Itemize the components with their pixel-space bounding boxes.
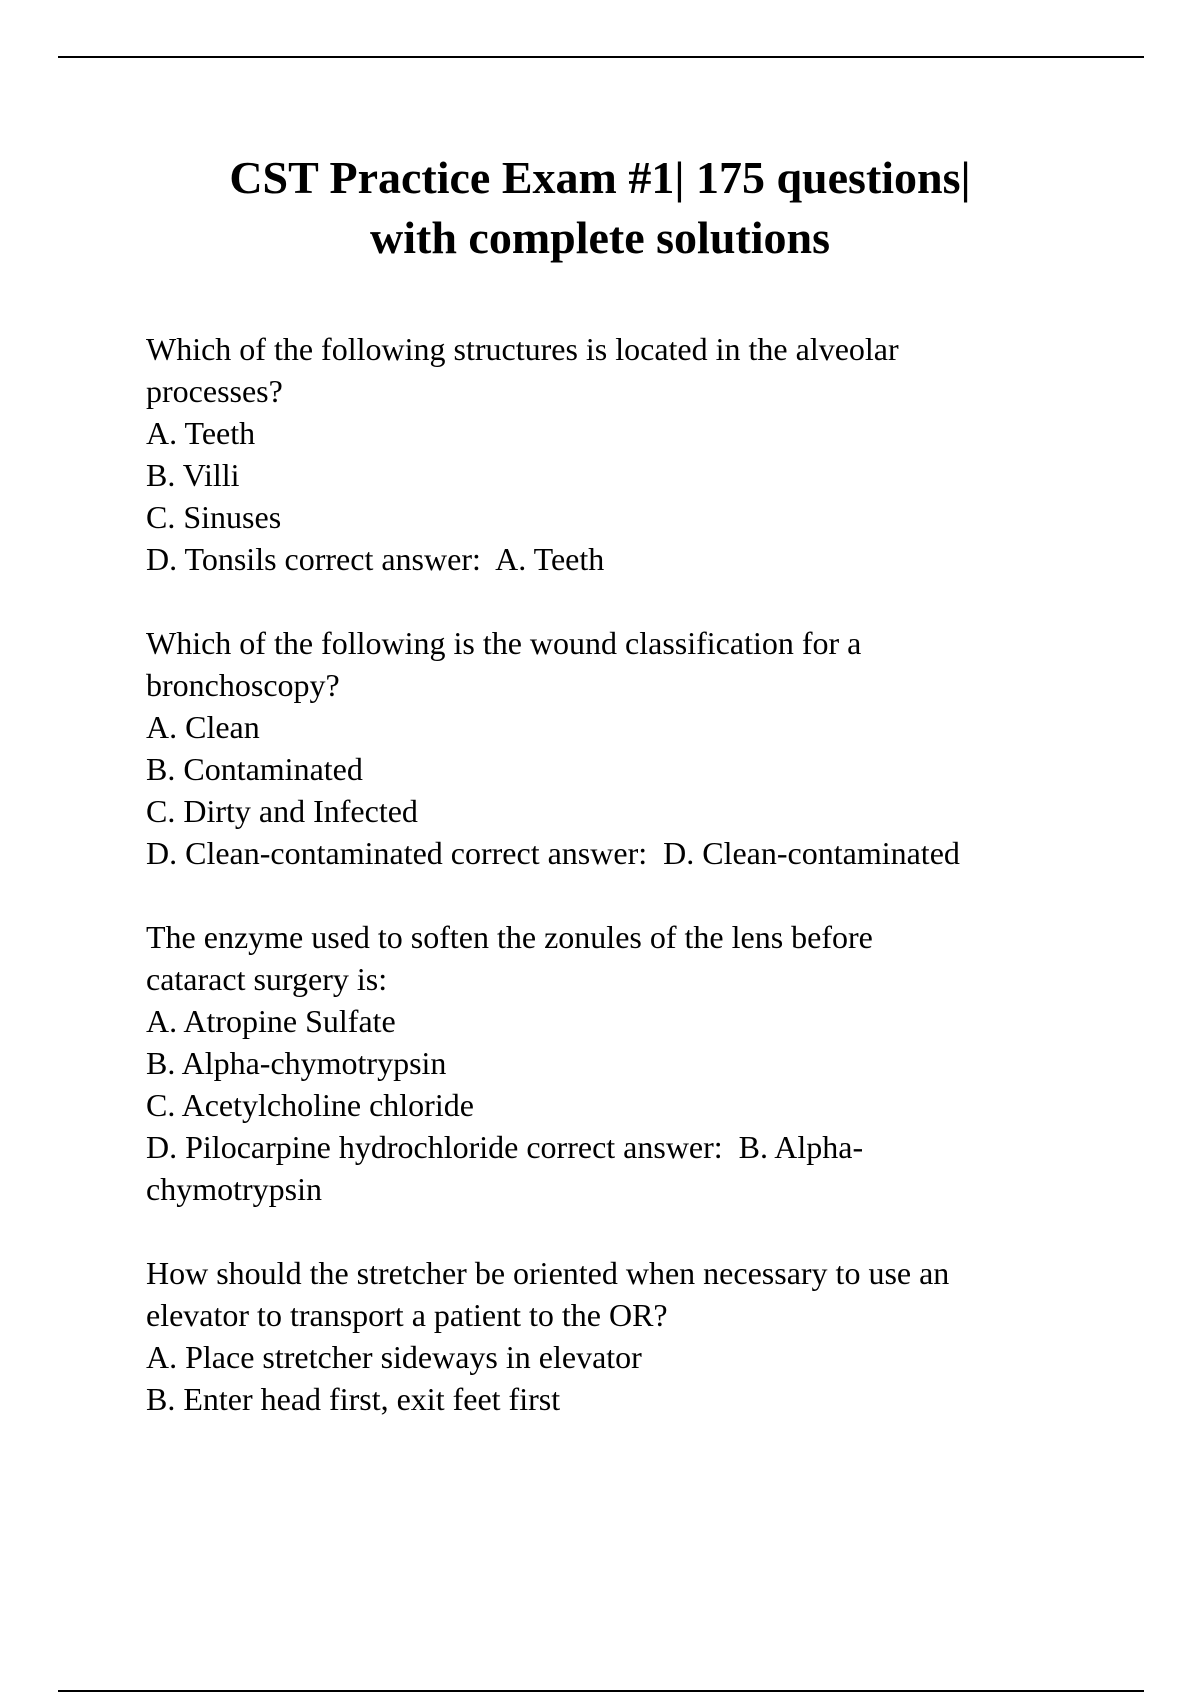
- question-4: [146, 1252, 1156, 1420]
- question-stem-line: The enzyme used to soften the zonules of the lens before: [146, 919, 873, 955]
- option-a: A. Clean: [146, 709, 260, 745]
- question-stem-line: Which of the following is the wound classification for a: [146, 625, 862, 661]
- title-line-1: CST Practice Exam #1| 175 questions|: [229, 152, 971, 203]
- option-d-with-answer: D. Tonsils correct answer: A. Teeth: [146, 541, 605, 577]
- question-3: [146, 916, 1156, 1210]
- question-stem-line: How should the stretcher be oriented when necessary to use an: [146, 1255, 950, 1291]
- option-c: C. Dirty and Infected: [146, 793, 418, 829]
- option-c: C. Acetylcholine chloride: [146, 1087, 474, 1123]
- option-b: B. Contaminated: [146, 751, 363, 787]
- option-d-with-answer: D. Clean-contaminated correct answer: D. Clean-contaminated: [146, 835, 960, 871]
- option-a: A. Atropine Sulfate: [146, 1003, 396, 1039]
- option-c: C. Sinuses: [146, 499, 282, 535]
- question-stem-line: processes?: [146, 373, 283, 409]
- option-b: B. Villi: [146, 457, 240, 493]
- bottom-rule: [58, 1690, 1144, 1692]
- option-b: B. Alpha-chymotrypsin: [146, 1045, 447, 1081]
- question-list: [146, 328, 1156, 1462]
- title-line-2: with complete solutions: [370, 212, 830, 263]
- question-stem-line: Which of the following structures is located in the alveolar: [146, 331, 899, 367]
- document-title: [0, 148, 1200, 268]
- top-rule: [58, 56, 1144, 58]
- question-stem-line: bronchoscopy?: [146, 667, 340, 703]
- question-stem-line: cataract surgery is:: [146, 961, 388, 997]
- question-2: [146, 622, 1156, 874]
- option-b: B. Enter head first, exit feet first: [146, 1381, 561, 1417]
- option-a: A. Teeth: [146, 415, 256, 451]
- question-stem-line: elevator to transport a patient to the OR?: [146, 1297, 668, 1333]
- question-1: [146, 328, 1156, 580]
- option-d-with-answer: D. Pilocarpine hydrochloride correct answer: B. Alpha-: [146, 1129, 864, 1165]
- option-a: A. Place stretcher sideways in elevator: [146, 1339, 642, 1375]
- answer-continuation: chymotrypsin: [146, 1171, 322, 1207]
